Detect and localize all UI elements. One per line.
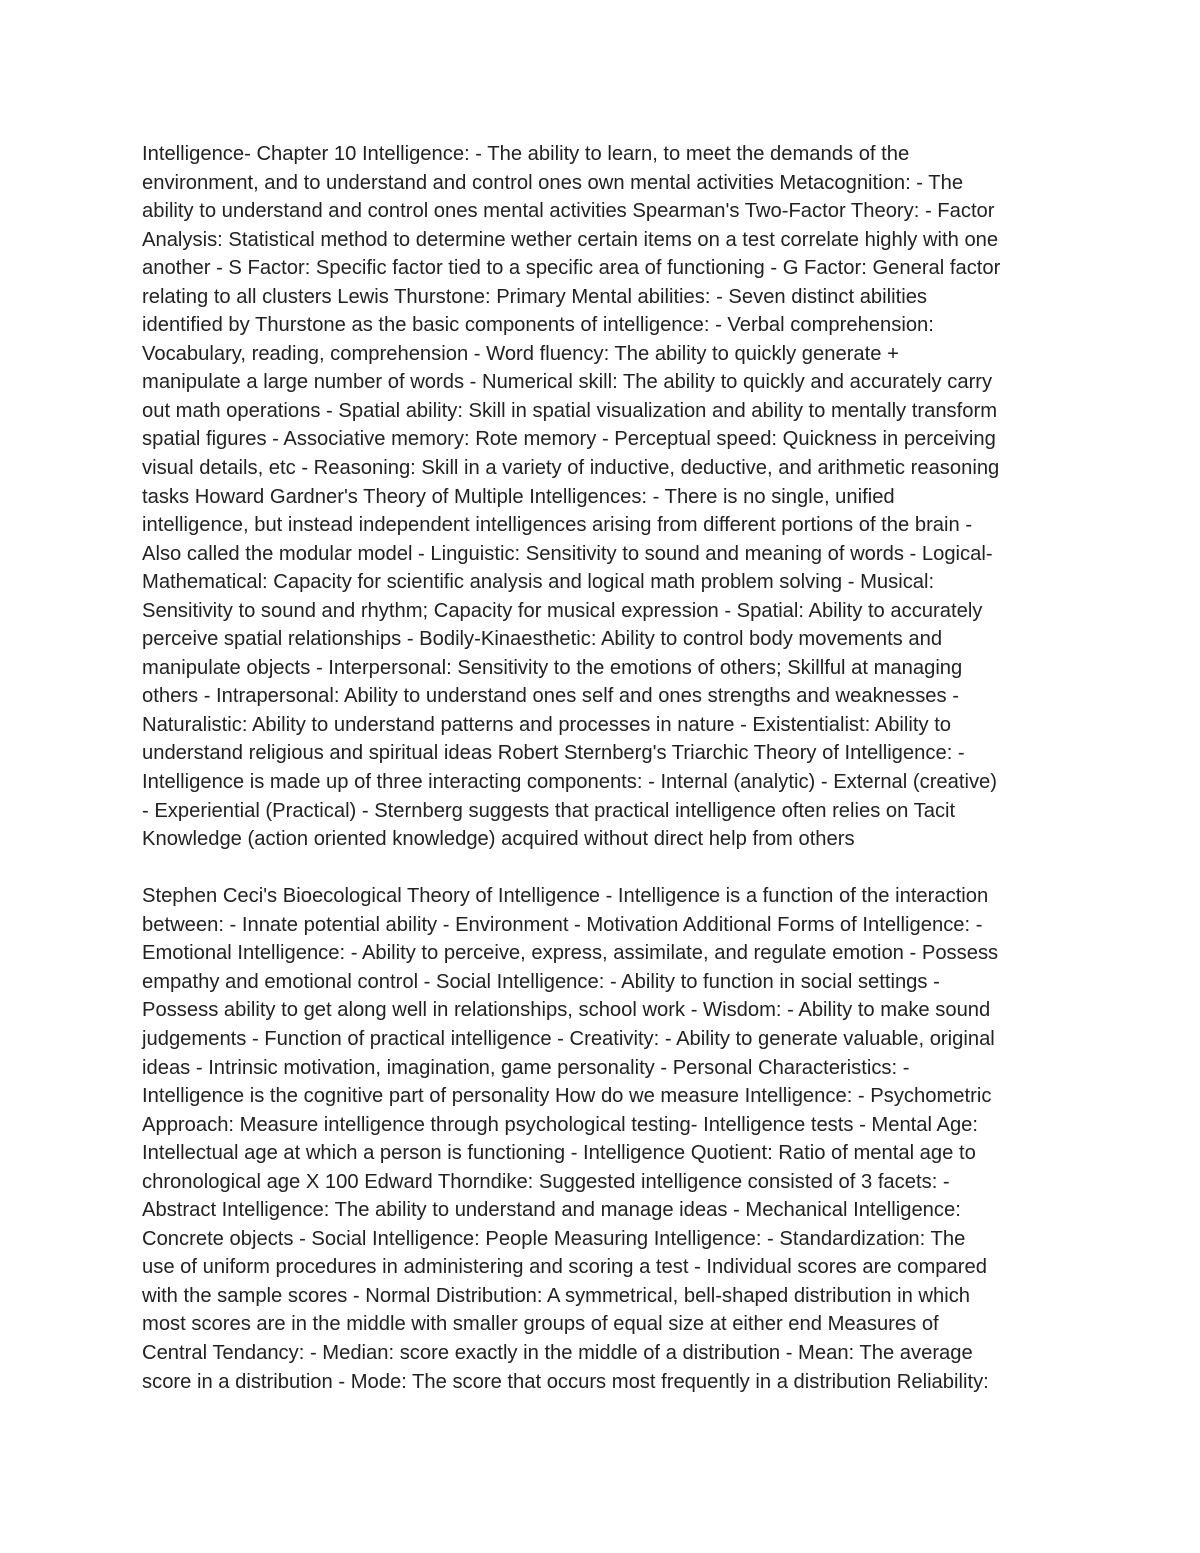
paragraph-measuring-intelligence: Stephen Ceci's Bioecological Theory of Intelligence - Intelligence is a function of the interaction between: - Innate potential ability - Environment - Motivation Additional Forms of Intelligence: - Emotional Intelligence: - Ability to perceive, express, assimilate, and regulate emotion - Possess empathy and emotional control - Social Intelligence: - Ability to function in social settings - Possess ability to get along well in relationships, school work - Wisdom: - Ability to make sound judgements - Function of practical intelligence - Creativity: - Ability to generate valuable, original ideas - Intrinsic motivation, imagination, game personality - Personal Characteristics: - Intelligence is the cognitive part of personality How do we measure Intelligence: - Psychometric Approach: Measure intelligence through psychological testing- Intelligence tests - Mental Age: Intellectual age at which a person is functioning - Intelligence Quotient: Ratio of mental age to chronological age X 100 Edward Thorndike: Suggested intelligence consisted of 3 facets: - Abstract Intelligence: The ability to understand and manage ideas - Mechanical Intelligence: Concrete objects - Social Intelligence: People Measuring Intelligence: - Standardization: The use of uniform procedures in administering and scoring a test - Individual scores are compared with the sample scores - Normal Distribution: A symmetrical, bell-shaped distribution in which most scores are in the middle with smaller groups of equal size at either end Measures of Central Tendancy: - Median: score exactly in the middle of a distribution - Mean: The average score in a distribution - Mode: The score that occurs most frequently in a distribution Reliability: — [142, 885, 999, 1393]
document-body — [142, 140, 1062, 1396]
paragraph-intelligence-theories: Intelligence- Chapter 10 Intelligence: - The ability to learn, to meet the demands of the environment, and to understand and control ones own mental activities Metacognition: - The ability to understand and control ones mental activities Spearman's Two-Factor Theory: - Factor Analysis: Statistical method to determine wether certain items on a test correlate highly with one another - S Factor: Specific factor tied to a specific area of functioning - G Factor: General factor relating to all clusters Lewis Thurstone: Primary Mental abilities: - Seven distinct abilities identified by Thurstone as the basic components of intelligence: - Verbal comprehension: Vocabulary, reading, comprehension - Word fluency: The ability to quickly generate + manipulate a large number of words - Numerical skill: The ability to quickly and accurately carry out math operations - Spatial ability: Skill in spatial visualization and ability to mentally transform spatial figures - Associative memory: Rote memory - Perceptual speed: Quickness in perceiving visual details, etc - Reasoning: Skill in a variety of inductive, deductive, and arithmetic reasoning tasks Howard Gardner's Theory of Multiple Intelligences: - There is no single, unified intelligence, but instead independent intelligences arising from different portions of the brain - Also called the modular model - Linguistic: Sensitivity to sound and meaning of words - Logical- Mathematical: Capacity for scientific analysis and logical math problem solving - Musical: Sensitivity to sound and rhythm; Capacity for musical expression - Spatial: Ability to accurately perceive spatial relationships - Bodily-Kinaesthetic: Ability to control body movements and manipulate objects - Interpersonal: Sensitivity to the emotions of others; Skillful at managing others - Intrapersonal: Ability to understand ones self and ones strengths and weaknesses - Naturalistic: Ability to understand patterns and processes in nature - Existentialist: Ability to understand religious and spiritual ideas Robert Sternberg's Triarchic Theory of Intelligence: - Intelligence is made up of three interacting components: - Internal (analytic) - External (creative) - Experiential (Practical) - Sternberg suggests that practical intelligence often relies on Tacit Knowledge (action oriented knowledge) acquired without direct help from others — [142, 143, 1001, 851]
